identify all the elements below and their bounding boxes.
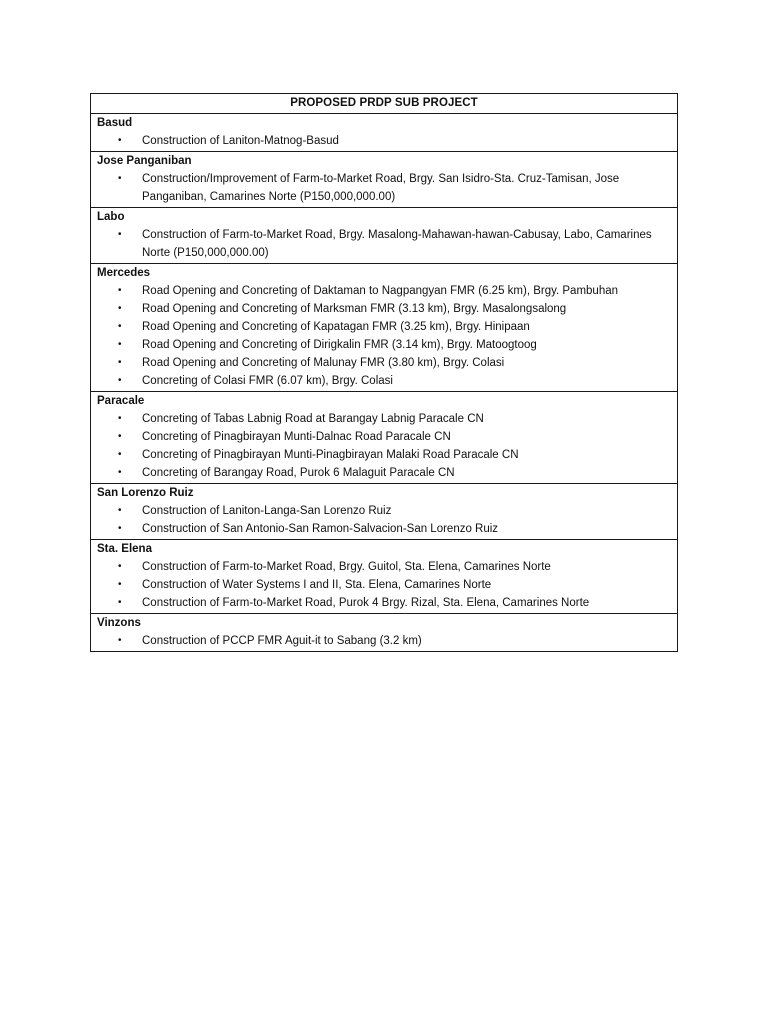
- project-list-item: [91, 576, 677, 594]
- municipality-name: Sta. Elena: [97, 543, 152, 555]
- municipality-section: [91, 392, 677, 484]
- project-text: Road Opening and Concreting of Daktaman to Nagpangyan FMR (6.25 km), Brgy. Pambuhan: [142, 285, 619, 297]
- project-list-item: [91, 132, 677, 150]
- bullet-icon: •: [118, 339, 122, 350]
- project-text: Construction of San Antonio-San Ramon-Salvacion-San Lorenzo Ruiz: [142, 523, 499, 535]
- municipality-section: [91, 114, 677, 152]
- project-text: Concreting of Pinagbirayan Munti-Pinagbirayan Malaki Road Paracale CN: [142, 449, 519, 461]
- project-list-item: [91, 336, 677, 354]
- municipality-section: [91, 614, 677, 651]
- project-text: Construction of Water Systems I and II, Sta. Elena, Camarines Norte: [142, 579, 492, 591]
- bullet-icon: •: [118, 357, 122, 368]
- project-list: [91, 170, 677, 206]
- project-text: Construction/Improvement of Farm-to-Market Road, Brgy. San Isidro-Sta. Cruz-Tamisan, Jose Panganiban, Camarines Norte (P150,000,000.00): [142, 173, 620, 203]
- municipality-name: Paracale: [97, 395, 145, 407]
- project-list: [91, 502, 677, 538]
- project-list-item: [91, 632, 677, 650]
- project-text: Construction of Farm-to-Market Road, Brgy. Masalong-Mahawan-hawan-Cabusay, Labo, Camarines Norte (P150,000,000.00): [142, 229, 652, 259]
- project-list-item: [91, 318, 677, 336]
- bullet-icon: •: [118, 303, 122, 314]
- project-list: [91, 226, 677, 262]
- bullet-icon: •: [118, 635, 122, 646]
- bullet-icon: •: [118, 561, 122, 572]
- bullet-icon: •: [118, 467, 122, 478]
- project-list-item: [91, 520, 677, 538]
- project-list: [91, 132, 677, 150]
- municipality-section: [91, 208, 677, 264]
- municipality-name: Labo: [97, 211, 125, 223]
- project-text: Concreting of Colasi FMR (6.07 km), Brgy. Colasi: [142, 375, 393, 387]
- municipality-section: [91, 540, 677, 614]
- project-text: Road Opening and Concreting of Malunay FMR (3.80 km), Brgy. Colasi: [142, 357, 505, 369]
- project-text: Road Opening and Concreting of Kapatagan FMR (3.25 km), Brgy. Hinipaan: [142, 321, 530, 333]
- project-text: Concreting of Barangay Road, Purok 6 Malaguit Paracale CN: [142, 467, 455, 479]
- project-list-item: [91, 558, 677, 576]
- project-list-item: [91, 300, 677, 318]
- bullet-icon: •: [118, 431, 122, 442]
- bullet-icon: •: [118, 135, 122, 146]
- project-text: Concreting of Pinagbirayan Munti-Dalnac Road Paracale CN: [142, 431, 451, 443]
- project-text: Concreting of Tabas Labnig Road at Barangay Labnig Paracale CN: [142, 413, 484, 425]
- project-list-item: [91, 170, 677, 206]
- project-table: [90, 93, 678, 652]
- municipality-name: San Lorenzo Ruiz: [97, 487, 194, 499]
- project-list-item: [91, 446, 677, 464]
- bullet-icon: •: [118, 523, 122, 534]
- bullet-icon: •: [118, 375, 122, 386]
- bullet-icon: •: [118, 413, 122, 424]
- municipality-name: Vinzons: [97, 617, 141, 629]
- project-list: [91, 410, 677, 482]
- project-list-item: [91, 428, 677, 446]
- municipality-name: Basud: [97, 117, 133, 129]
- project-list-item: [91, 410, 677, 428]
- municipality-section: [91, 152, 677, 208]
- project-list-item: [91, 502, 677, 520]
- project-list-item: [91, 464, 677, 482]
- project-text: Road Opening and Concreting of Marksman FMR (3.13 km), Brgy. Masalongsalong: [142, 303, 567, 315]
- project-list-item: [91, 282, 677, 300]
- bullet-icon: •: [118, 597, 122, 608]
- table-header: PROPOSED PRDP SUB PROJECT: [91, 94, 677, 114]
- bullet-icon: •: [118, 285, 122, 296]
- project-list-item: [91, 226, 677, 262]
- project-list-item: [91, 372, 677, 390]
- project-list-item: [91, 354, 677, 372]
- municipality-section: [91, 264, 677, 392]
- municipality-name: Mercedes: [97, 267, 151, 279]
- project-list: [91, 632, 677, 650]
- bullet-icon: •: [118, 229, 122, 240]
- project-list-item: [91, 594, 677, 612]
- municipality-section: [91, 484, 677, 540]
- project-text: Construction of Laniton-Matnog-Basud: [142, 135, 339, 147]
- project-list: [91, 558, 677, 612]
- project-text: Construction of Laniton-Langa-San Lorenzo Ruiz: [142, 505, 392, 517]
- bullet-icon: •: [118, 173, 122, 184]
- table-body: [91, 114, 677, 651]
- municipality-name: Jose Panganiban: [97, 155, 192, 167]
- project-text: Construction of PCCP FMR Aguit-it to Sabang (3.2 km): [142, 635, 422, 647]
- project-text: Road Opening and Concreting of Dirigkalin FMR (3.14 km), Brgy. Matoogtoog: [142, 339, 537, 351]
- bullet-icon: •: [118, 449, 122, 460]
- project-list: [91, 282, 677, 390]
- project-text: Construction of Farm-to-Market Road, Purok 4 Brgy. Rizal, Sta. Elena, Camarines Norte: [142, 597, 590, 609]
- bullet-icon: •: [118, 321, 122, 332]
- bullet-icon: •: [118, 505, 122, 516]
- project-text: Construction of Farm-to-Market Road, Brgy. Guitol, Sta. Elena, Camarines Norte: [142, 561, 551, 573]
- bullet-icon: •: [118, 579, 122, 590]
